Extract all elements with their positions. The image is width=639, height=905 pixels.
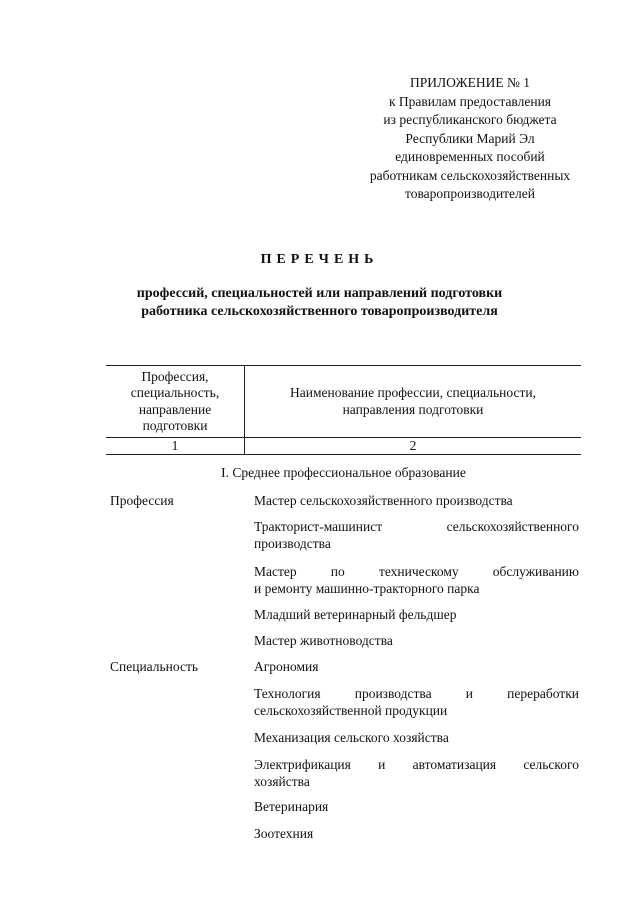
- section-title: I. Среднее профессиональное образование: [221, 465, 466, 480]
- list-item: Мастер по техническому обслуживанию и ремонту машинно-тракторного парка: [254, 564, 579, 596]
- appendix-line: ПРИЛОЖЕНИЕ № 1: [409, 75, 531, 90]
- header-table: [106, 365, 581, 455]
- list-item: Агрономия: [254, 659, 319, 674]
- appendix-line: единовременных пособий: [395, 149, 545, 164]
- list-item: Механизация сельского хозяйства: [254, 730, 449, 745]
- list-item: Зоотехния: [254, 826, 314, 841]
- appendix-block: [340, 74, 600, 204]
- document-subtitle: [60, 285, 579, 321]
- col1-number: 1: [106, 438, 245, 455]
- list-item: Мастер сельскохозяйственного производства: [254, 493, 513, 508]
- appendix-line: из республиканского бюджета: [383, 112, 557, 127]
- subtitle-line: профессий, специальностей или направлений подготовки: [136, 286, 503, 301]
- list-item: Технология производства и переработки сельскохозяйственной продукции: [254, 686, 579, 718]
- col2-number: 2: [245, 438, 582, 455]
- appendix-line: работникам сельскохозяйственных: [369, 167, 571, 183]
- col1-header: Профессия, специальность, направление подготовки: [106, 366, 245, 438]
- appendix-line: товаропроизводителей: [404, 186, 536, 201]
- col2-header: Наименование профессии, специальности, направления подготовки: [245, 366, 582, 438]
- category-label: Специальность: [110, 659, 199, 674]
- list-item: Младший ветеринарный фельдшер: [254, 607, 457, 622]
- list-item: Ветеринария: [254, 799, 329, 814]
- appendix-line: Республики Марий Эл: [405, 130, 535, 146]
- category-label: Профессия: [110, 493, 174, 508]
- subtitle-line: работника сельскохозяйственного товаропроизводителя: [141, 304, 498, 319]
- list-item: Мастер животноводства: [254, 633, 393, 648]
- document-title: ПЕРЕЧЕНЬ: [260, 252, 379, 267]
- list-item: Тракторист-машинист сельскохозяйственного производства: [254, 519, 579, 551]
- appendix-line: к Правилам предоставления: [388, 93, 552, 109]
- list-item: Электрификация и автоматизация сельского хозяйства: [254, 757, 579, 789]
